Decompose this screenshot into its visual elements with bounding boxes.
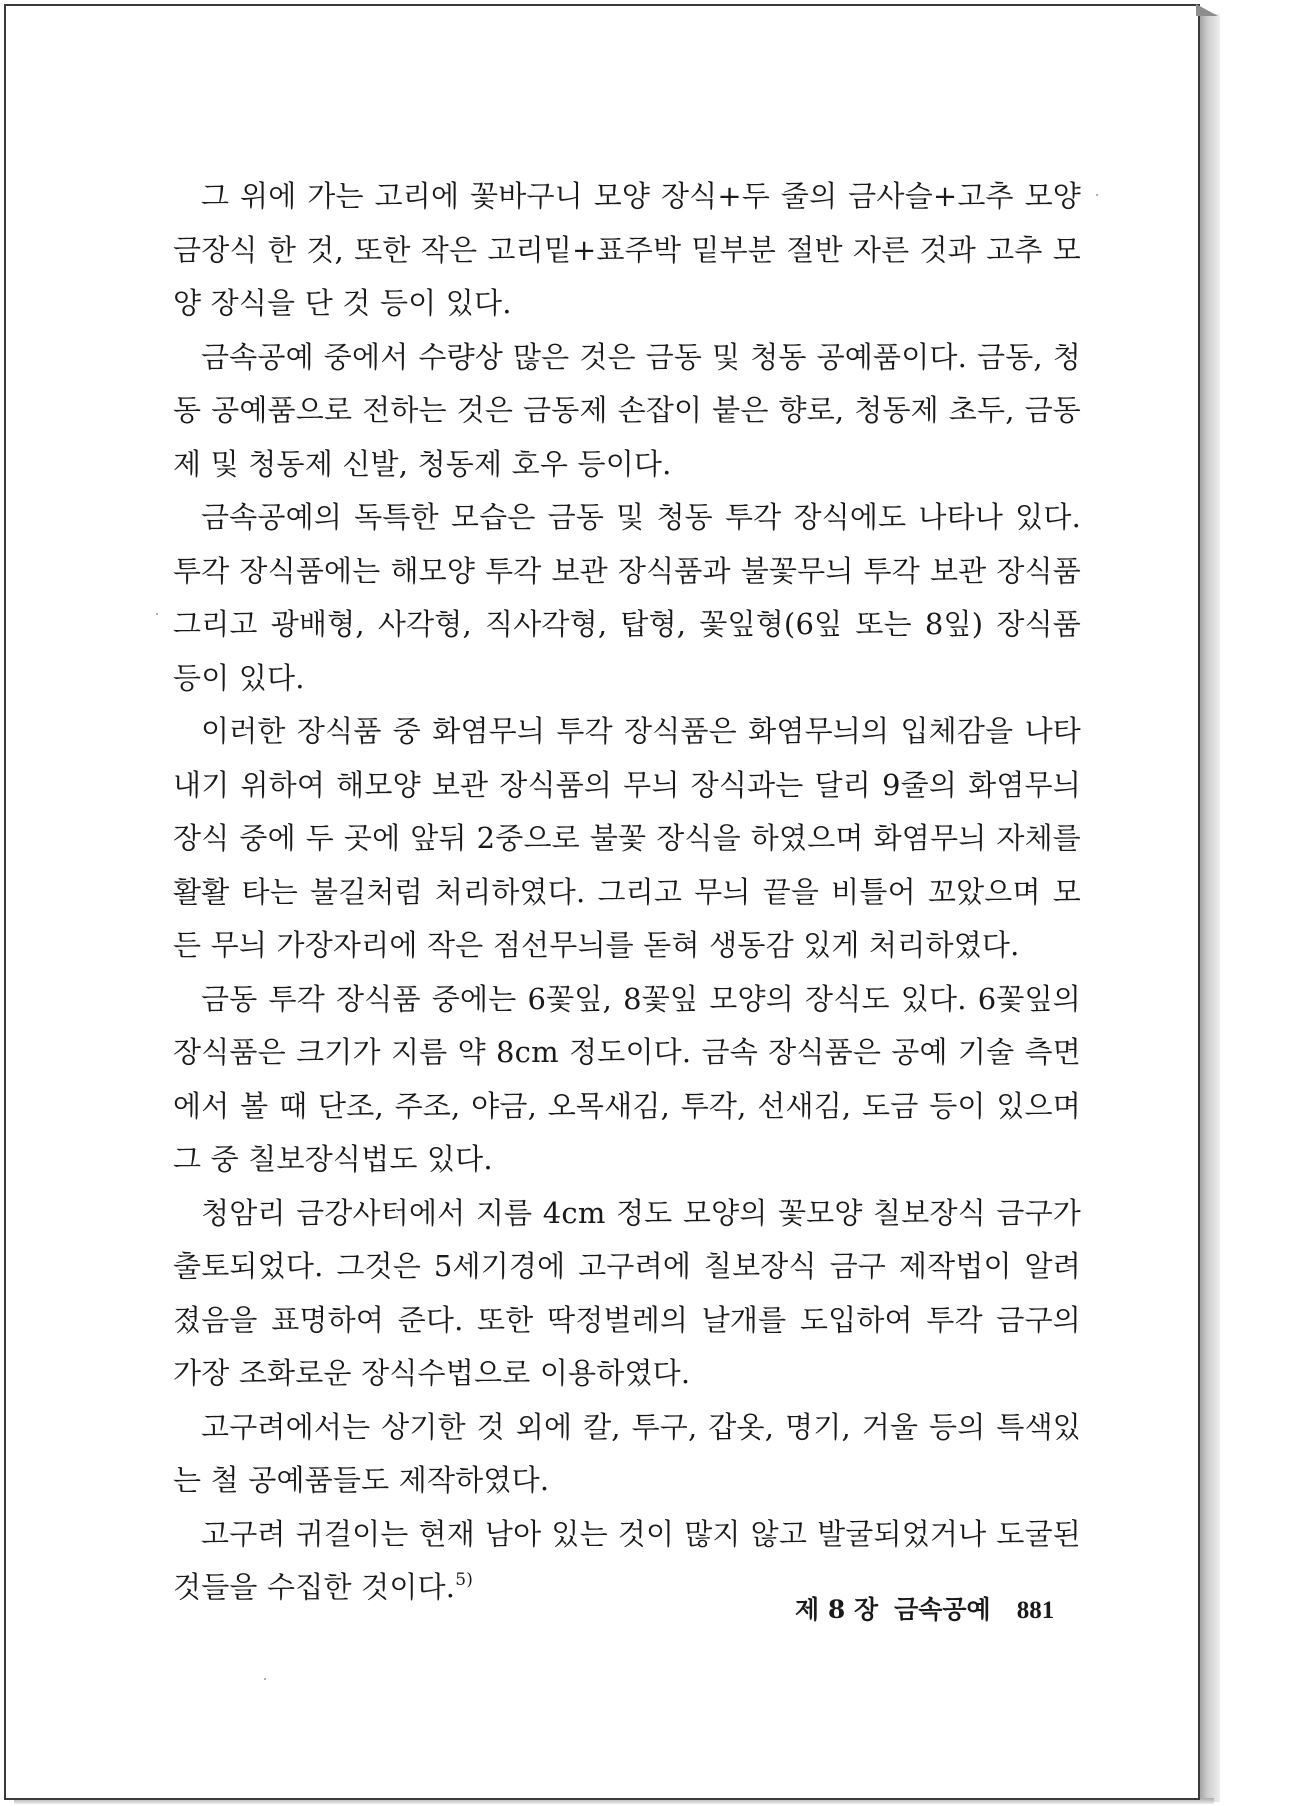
paragraph: 금속공예 중에서 수량상 많은 것은 금동 및 청동 공예품이다. 금동, 청동 공예품으로 전하는 것은 금동제 손잡이 붙은 향로, 청동제 초두, 금동제 및 청동제 신발, 청동제 호우 등이다. bbox=[173, 339, 1081, 481]
paragraph: 금속공예의 독특한 모습은 금동 및 청동 투각 장식에도 나타나 있다. 투각 장식품에는 해모양 투각 보관 장식품과 불꽃무늬 투각 보관 장식품 그리고 광배형, 사각형, 직사각형, 탑형, 꽃잎형(6잎 또는 8잎) 장식품 등이 있다. bbox=[173, 500, 1081, 695]
paragraph: 청암리 금강사터에서 지름 4cm 정도 모양의 꽃모양 칠보장식 금구가 출토되었다. 그것은 5세기경에 고구려에 칠보장식 금구 제작법이 알려졌음을 표명하여 준다. 또한 딱정벌레의 날개를 도입하여 투각 금구의 가장 조화로운 장식수법으로 이용하였다. bbox=[173, 1195, 1081, 1390]
footnote-marker[interactable]: 5) bbox=[455, 1570, 474, 1590]
page-edge-shadow bbox=[1198, 14, 1220, 1802]
paragraph: 금동 투각 장식품 중에는 6꽃잎, 8꽃잎 모양의 장식도 있다. 6꽃잎의 장식품은 크기가 지름 약 8cm 정도이다. 금속 장식품은 공예 기술 측면에서 볼 때 단조, 주조, 야금, 오목새김, 투각, 선새김, 도금 등이 있으며 그 중 칠보장식법도 있다. bbox=[173, 981, 1081, 1176]
chapter-title: 금속공예 bbox=[894, 1595, 991, 1624]
scan-speck bbox=[1096, 194, 1098, 196]
scan-speck bbox=[264, 1678, 266, 1680]
paragraph: 고구려에서는 상기한 것 외에 칼, 투구, 갑옷, 명기, 거울 등의 특색있는 철 공예품들도 제작하였다. bbox=[173, 1409, 1081, 1497]
paragraph: 그 위에 가는 고리에 꽃바구니 모양 장식+두 줄의 금사슬+고추 모양 금장식 한 것, 또한 작은 고리밑+표주박 밑부분 절반 자른 것과 고추 모양 장식을 단 것 등이 있다. bbox=[173, 179, 1082, 320]
paragraph-text: 고구려 귀걸이는 현재 남아 있는 것이 많지 않고 발굴되었거나 도굴된 것들을 수집한 것이다. bbox=[173, 1516, 1081, 1604]
running-footer bbox=[795, 1590, 1085, 1626]
paragraph: 이러한 장식품 중 화염무늬 투각 장식품은 화염무늬의 입체감을 나타내기 위하여 해모양 보관 장식품의 무늬 장식과는 달리 9줄의 화염무늬 장식 중에 두 곳에 앞뒤 2중으로 불꽃 장식을 하였으며 화염무늬 자체를 활활 타는 불길처럼 처리하였다. 그리고 무늬 끝을 비틀어 꼬았으며 모든 무늬 가장자리에 작은 점선무늬를 돋혀 생동감 있게 처리하였다. bbox=[173, 714, 1081, 962]
body-text bbox=[173, 170, 1081, 1615]
page-fold-corner bbox=[1196, 4, 1218, 16]
chapter-label: 제 8 장 bbox=[795, 1595, 879, 1624]
scan-speck bbox=[156, 613, 158, 615]
page-number: 881 bbox=[1016, 1597, 1055, 1624]
